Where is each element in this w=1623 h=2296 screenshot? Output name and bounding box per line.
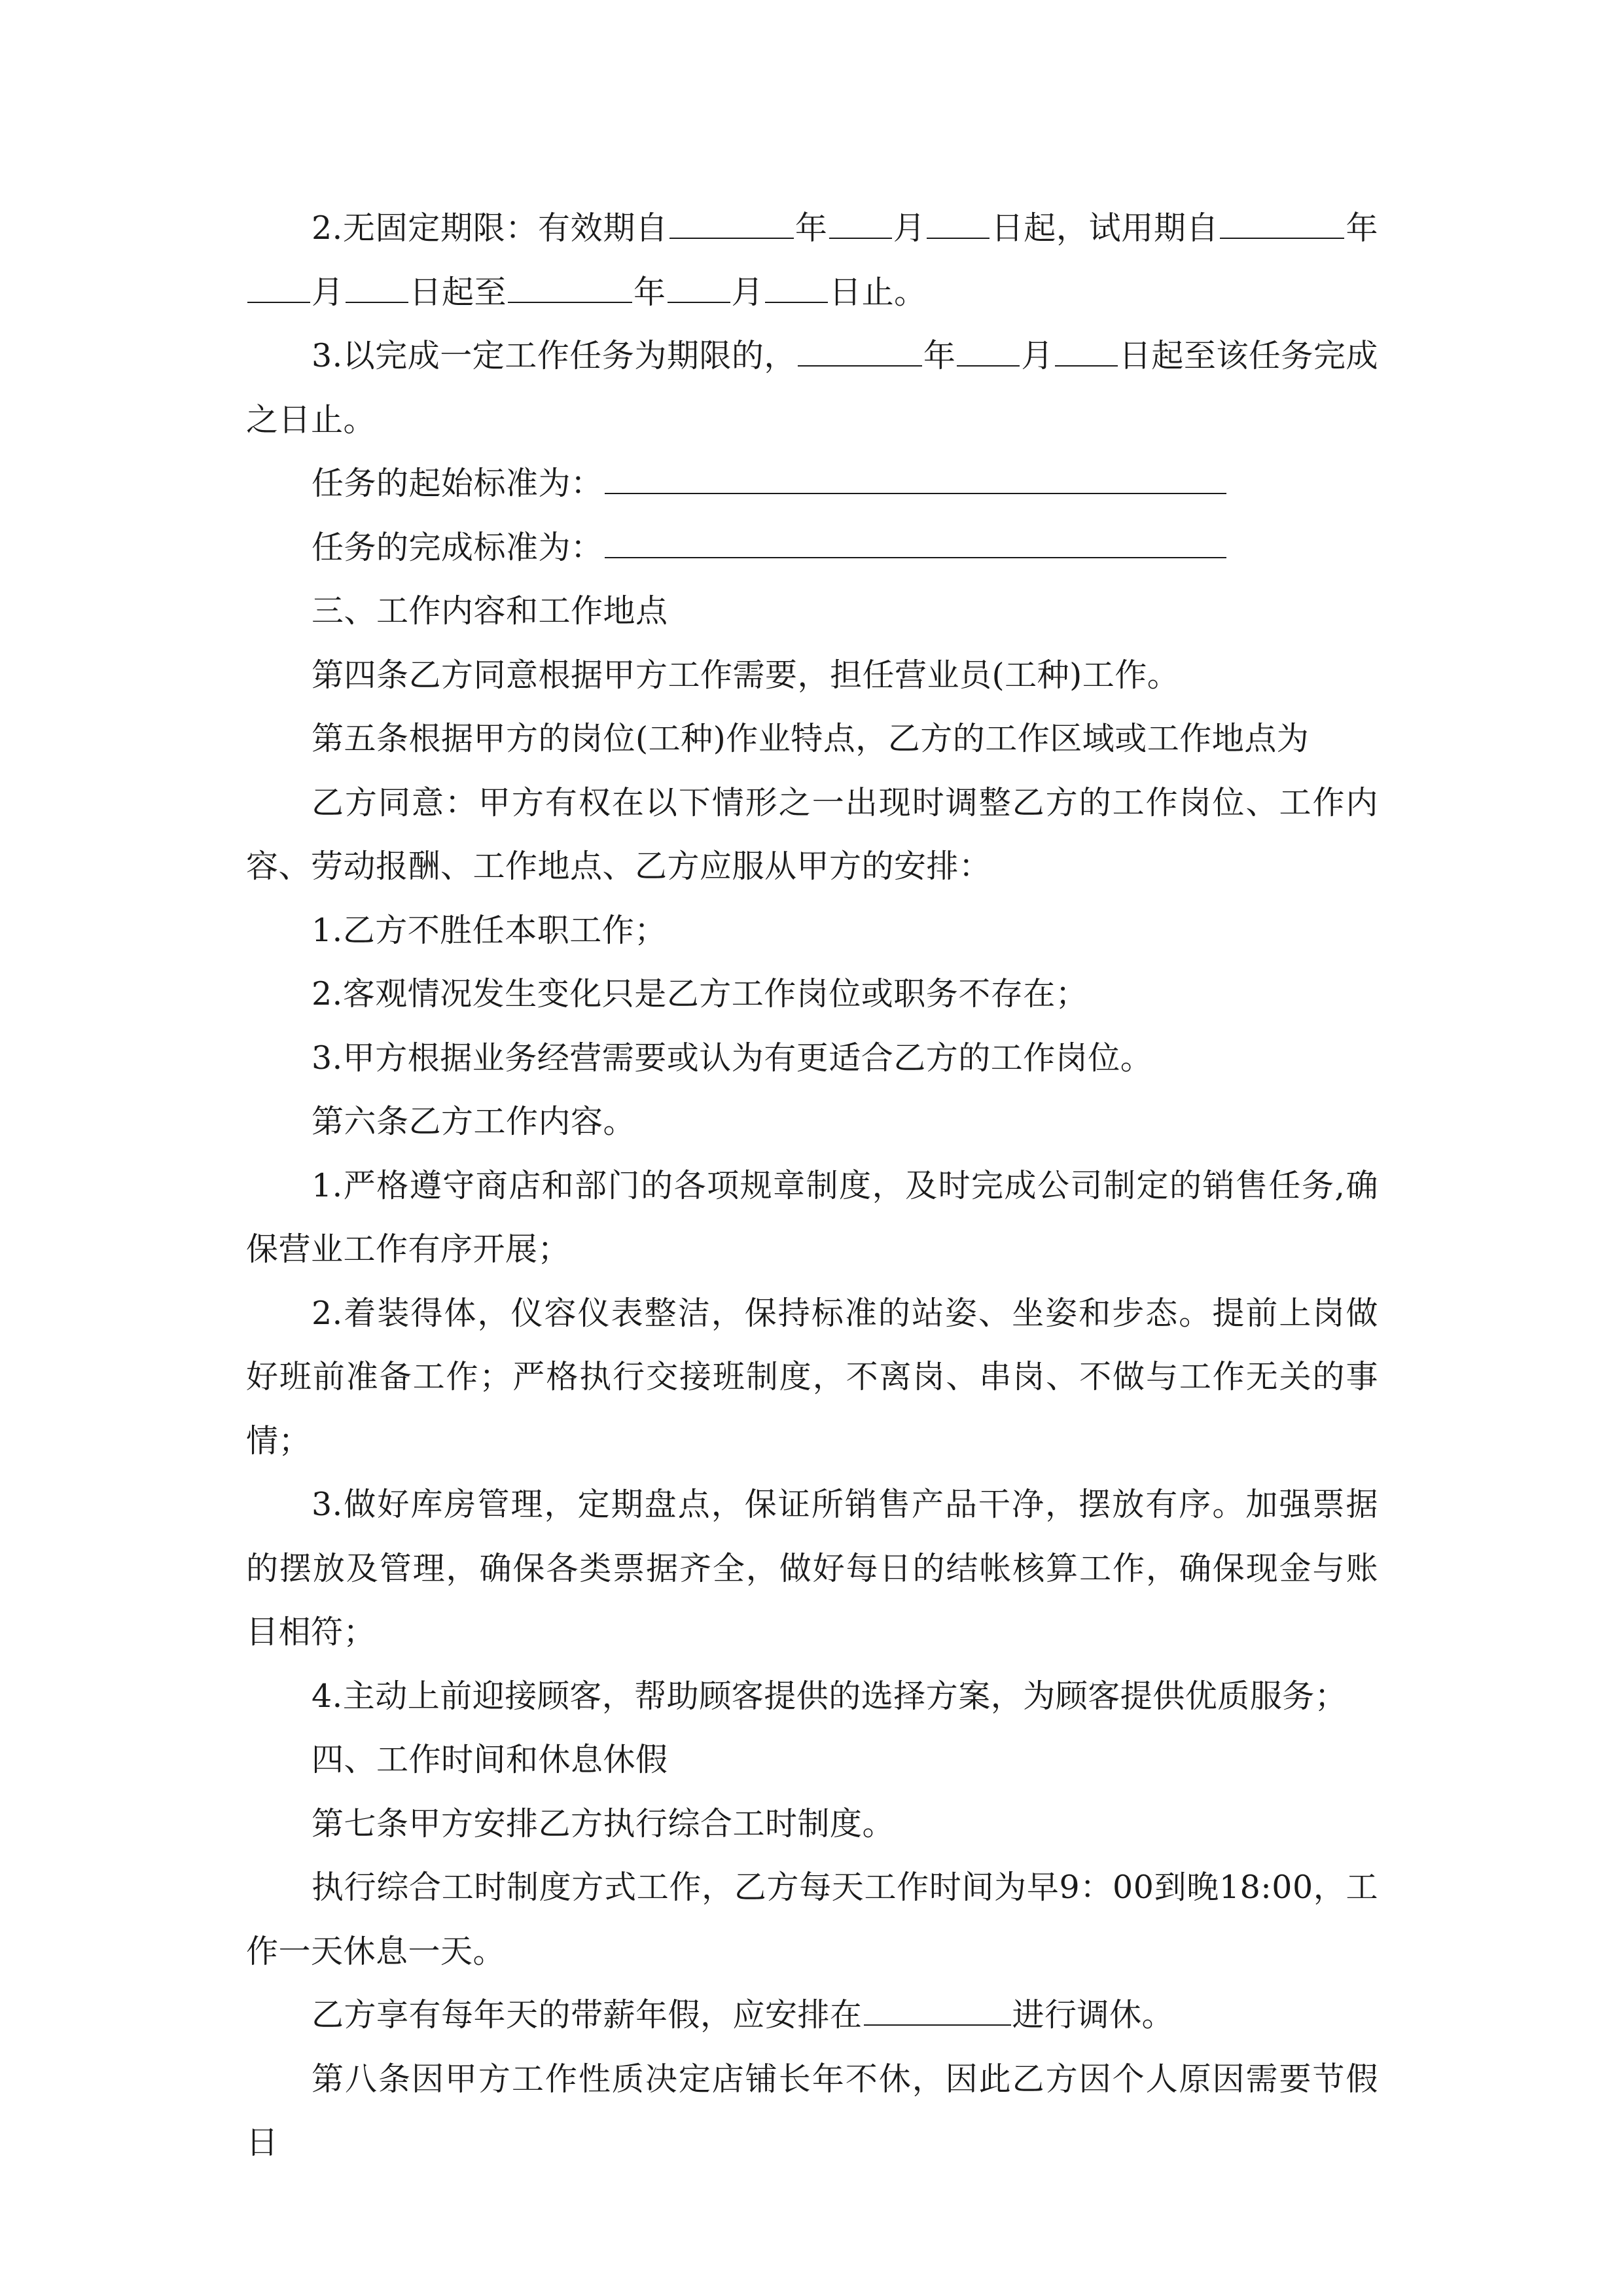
article-7: 第七条甲方安排乙方执行综合工时制度。 xyxy=(312,1804,895,1842)
clause-indefinite-term xyxy=(246,196,1378,324)
article-8: 第八条因甲方工作性质决定店铺长年不休，因此乙方因个人原因需要节假日 xyxy=(246,2060,1378,2161)
text: 年 xyxy=(923,337,956,374)
text: 月 xyxy=(893,209,926,247)
task-start-standard xyxy=(246,452,1378,516)
text: 月 xyxy=(1021,337,1054,374)
finish-standard-blank xyxy=(605,519,1226,558)
article-6: 第六条乙方工作内容。 xyxy=(312,1103,636,1140)
text: 月 xyxy=(731,273,764,311)
text: 2.无固定期限：有效期自 xyxy=(312,209,668,247)
text: 日起至 xyxy=(409,273,507,311)
day-blank xyxy=(346,264,408,303)
year-blank xyxy=(1220,200,1344,239)
list-item: 2.着装得体，仪容仪表整洁，保持标准的站姿、坐姿和步态。提前上岗做好班前准备工作；严格执行交接班制度，不离岗、串岗、不做与工作无关的事情； xyxy=(246,1294,1378,1460)
section-heading-3: 三、工作内容和工作地点 xyxy=(312,592,668,630)
text: 月 xyxy=(312,273,344,311)
day-blank xyxy=(927,200,990,239)
year-blank xyxy=(669,200,794,239)
list-item: 3.甲方根据业务经营需要或认为有更适合乙方的工作岗位。 xyxy=(312,1039,1153,1077)
text: 年 xyxy=(633,273,666,311)
rest-period-blank xyxy=(864,1986,1011,2026)
article-5: 第五条根据甲方的岗位(工种)作业特点，乙方的工作区域或工作地点为 xyxy=(312,720,1310,757)
text: 乙方享有每年天的带薪年假，应安排在 xyxy=(312,1996,863,2034)
label: 任务的完成标准为： xyxy=(312,528,603,566)
text: 年 xyxy=(1346,209,1378,247)
start-standard-blank xyxy=(605,455,1226,494)
year-blank xyxy=(508,264,632,303)
article-4: 第四条乙方同意根据甲方工作需要，担任营业员(工种)工作。 xyxy=(312,656,1180,694)
document-body xyxy=(246,196,1378,2175)
text: 日起，试用期自 xyxy=(991,209,1219,247)
month-blank xyxy=(957,327,1020,367)
list-item: 1.乙方不胜任本职工作； xyxy=(312,911,667,949)
annual-leave xyxy=(246,1983,1378,2047)
list-item: 1.严格遵守商店和部门的各项规章制度，及时完成公司制定的销售任务,确保营业工作有序开展； xyxy=(246,1166,1378,1268)
working-hours: 执行综合工时制度方式工作，乙方每天工作时间为早9：00到晚18:00，工作一天休息一天。 xyxy=(246,1869,1378,1970)
text: 3.以完成一定工作任务为期限的， xyxy=(312,337,796,374)
month-blank xyxy=(668,264,730,303)
month-blank xyxy=(247,264,310,303)
year-blank xyxy=(798,327,922,367)
section-heading-4: 四、工作时间和休息休假 xyxy=(312,1741,668,1778)
text: 年 xyxy=(794,209,828,247)
clause-task-term xyxy=(246,324,1378,452)
text: 日起至该任务完成之日止。 xyxy=(246,337,1378,439)
list-item: 2.客观情况发生变化只是乙方工作岗位或职务不存在； xyxy=(312,975,1088,1013)
list-item: 4.主动上前迎接顾客，帮助顾客提供的选择方案，为顾客提供优质服务； xyxy=(312,1677,1347,1715)
task-finish-standard xyxy=(246,516,1378,580)
month-blank xyxy=(829,200,892,239)
list-item: 3.做好库房管理，定期盘点，保证所销售产品干净，摆放有序。加强票据的摆放及管理，确保各类票据齐全，做好每日的结帐核算工作，确保现金与账目相符； xyxy=(246,1486,1378,1651)
day-blank xyxy=(1055,327,1118,367)
text: 进行调休。 xyxy=(1012,1996,1175,2034)
article-5-consent: 乙方同意：甲方有权在以下情形之一出现时调整乙方的工作岗位、工作内容、劳动报酬、工作地点、乙方应服从甲方的安排： xyxy=(246,783,1378,885)
label: 任务的起始标准为： xyxy=(312,465,603,502)
text: 日止。 xyxy=(829,273,927,311)
day-blank xyxy=(765,264,828,303)
